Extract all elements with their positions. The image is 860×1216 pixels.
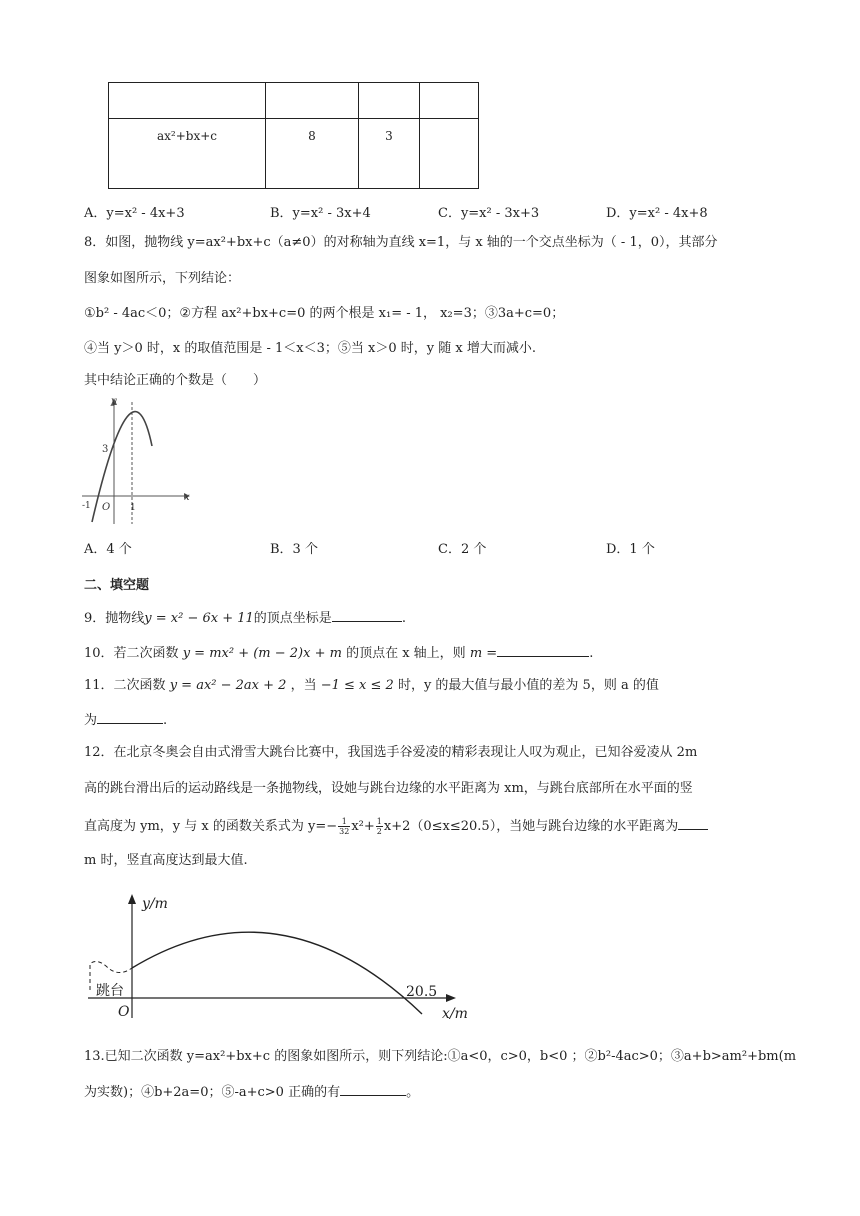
q10-math: y = mx² + (m − 2)x + m — [182, 646, 342, 661]
q10-math2: m = — [469, 646, 498, 661]
q7-option-d[interactable]: D．y=x² - 4x+8 — [606, 206, 708, 221]
q11-line-1 — [84, 677, 659, 695]
q12-ski-jump-graph — [84, 886, 484, 1026]
q8-option-c[interactable]: C．2 个 — [438, 542, 487, 557]
q10-end: . — [589, 646, 594, 661]
q12-fraction-2 — [376, 817, 383, 836]
graph-end-value: 20.5 — [406, 984, 438, 1000]
q11-end: . — [163, 713, 168, 728]
graph-x-label: x/m — [442, 1006, 468, 1022]
q8-line-5: 其中结论正确的个数是（ ） — [84, 373, 267, 388]
q12-line-4: m 时，竖直高度达到最大值. — [84, 853, 248, 868]
graph-y-label: y — [111, 396, 117, 407]
q13-end: 。 — [406, 1085, 420, 1100]
q12-answer-blank[interactable] — [678, 816, 708, 830]
graph-x-label: x — [184, 492, 190, 503]
q12-line-1: 12．在北京冬奥会自由式滑雪大跳台比赛中，我国选手谷爱凌的精彩表现让人叹为观止，已知谷爱凌从 2m — [84, 745, 698, 760]
q13-line-2 — [84, 1082, 419, 1102]
q9-answer-blank[interactable] — [332, 608, 402, 622]
q9-end: . — [401, 611, 406, 626]
q10-mid: 的顶点在 x 轴上，则 — [346, 646, 466, 661]
q8-line-4: ④当 y＞0 时，x 的取值范围是 - 1＜x＜3；⑤当 x＞0 时，y 随 x 增大而减小. — [84, 341, 536, 356]
q11-line2: 为 — [84, 713, 98, 728]
table-cell: 3 — [359, 119, 420, 189]
table-header-cell — [266, 83, 359, 119]
q12-line-2: 高的跳台滑出后的运动路线是一条抛物线，设她与跳台边缘的水平距离为 xm，与跳台底部所在水平面的竖 — [84, 781, 693, 796]
q8-line-1: 8．如图，抛物线 y=ax²+bx+c（a≠0）的对称轴为直线 x=1，与 x 轴的一个交点坐标为（ - 1，0），其部分 — [84, 235, 718, 250]
graph-y-label: y/m — [142, 896, 168, 912]
q9-line — [84, 608, 406, 628]
trajectory-curve — [132, 932, 422, 1014]
table-header-cell — [109, 83, 266, 119]
q9-prefix: 9．抛物线 — [84, 611, 145, 626]
y-axis-arrow — [128, 894, 136, 904]
graph-platform-label: 跳台 — [96, 983, 124, 999]
q13-line-1: 13.已知二次函数 y=ax²+bx+c 的图象如图所示，则下列结论:①a<0，c>0，b<0 ；②b²-4ac>0；③a+b>am²+bm(m — [84, 1049, 797, 1064]
q8-line-3: ①b² - 4ac＜0；②方程 ax²+bx+c=0 的两个根是 x₁= - 1， x₂=3；③3a+c=0； — [84, 306, 565, 321]
q8-option-d[interactable]: D．1 个 — [606, 542, 655, 557]
q9-suffix: 的顶点坐标是 — [253, 611, 332, 626]
table-cell: 8 — [266, 119, 359, 189]
q10-line — [84, 643, 593, 663]
x-axis-arrow — [446, 994, 456, 1002]
frac2-denominator: 2 — [376, 827, 382, 836]
graph-origin-label: O — [118, 1004, 130, 1020]
q12-line-3 — [84, 816, 708, 836]
q7-option-b[interactable]: B．y=x² - 3x+4 — [270, 206, 371, 221]
q12-fraction-1 — [338, 817, 350, 836]
q8-line-2: 图象如图所示，下列结论： — [84, 271, 241, 286]
q13-line2a: 为实数)；④b+2a=0；⑤-a+c>0 正确的有 — [84, 1085, 341, 1100]
q8-option-a[interactable]: A．4 个 — [84, 542, 132, 557]
q12-line3c: x+2（0≤x≤20.5），当她与跳台边缘的水平距离为 — [383, 819, 679, 834]
q8-option-b[interactable]: B．3 个 — [270, 542, 318, 557]
q11-prefix: 11．二次函数 — [84, 678, 166, 693]
row-label-text: ax²+bx+c — [156, 129, 217, 143]
q9-math: y = x² − 6x + 11 — [144, 611, 254, 626]
graph-label-1: 1 — [130, 503, 136, 513]
frac1-numerator: 1 — [338, 817, 350, 827]
graph-origin-label: O — [102, 502, 111, 513]
table-cell — [420, 119, 479, 189]
q11-suffix: 时，y 的最大值与最小值的差为 5，则 a 的值 — [397, 678, 659, 693]
q11-math: y = ax² − 2ax + 2 — [169, 678, 287, 693]
value-table — [108, 82, 479, 189]
q11-mid: ，当 — [290, 678, 317, 693]
q7-option-a[interactable]: A．y=x² - 4x+3 — [84, 206, 185, 221]
q13-answer-blank[interactable] — [340, 1082, 406, 1096]
parabola-curve — [92, 412, 152, 522]
q8-parabola-graph — [80, 394, 192, 528]
frac2-numerator: 1 — [376, 817, 382, 826]
table-header-cell — [359, 83, 420, 119]
q11-answer-blank[interactable] — [97, 710, 163, 724]
q10-answer-blank[interactable] — [497, 643, 589, 657]
q10-prefix: 10．若二次函数 — [84, 646, 179, 661]
q7-option-c[interactable]: C．y=x² - 3x+3 — [438, 206, 540, 221]
q11-line-2 — [84, 710, 167, 730]
table-row-label — [109, 119, 266, 189]
q12-line3a: 直高度为 ym，y 与 x 的函数关系式为 y=− — [84, 819, 338, 834]
frac1-denominator: 32 — [339, 827, 350, 836]
table-header-cell — [420, 83, 479, 119]
graph-label-neg1: -1 — [82, 501, 91, 511]
section-title: 二、填空题 — [84, 578, 150, 593]
q11-math2: −1 ≤ x ≤ 2 — [320, 678, 394, 693]
graph-label-3: 3 — [102, 444, 109, 455]
q12-line3b: x²+ — [351, 819, 375, 834]
